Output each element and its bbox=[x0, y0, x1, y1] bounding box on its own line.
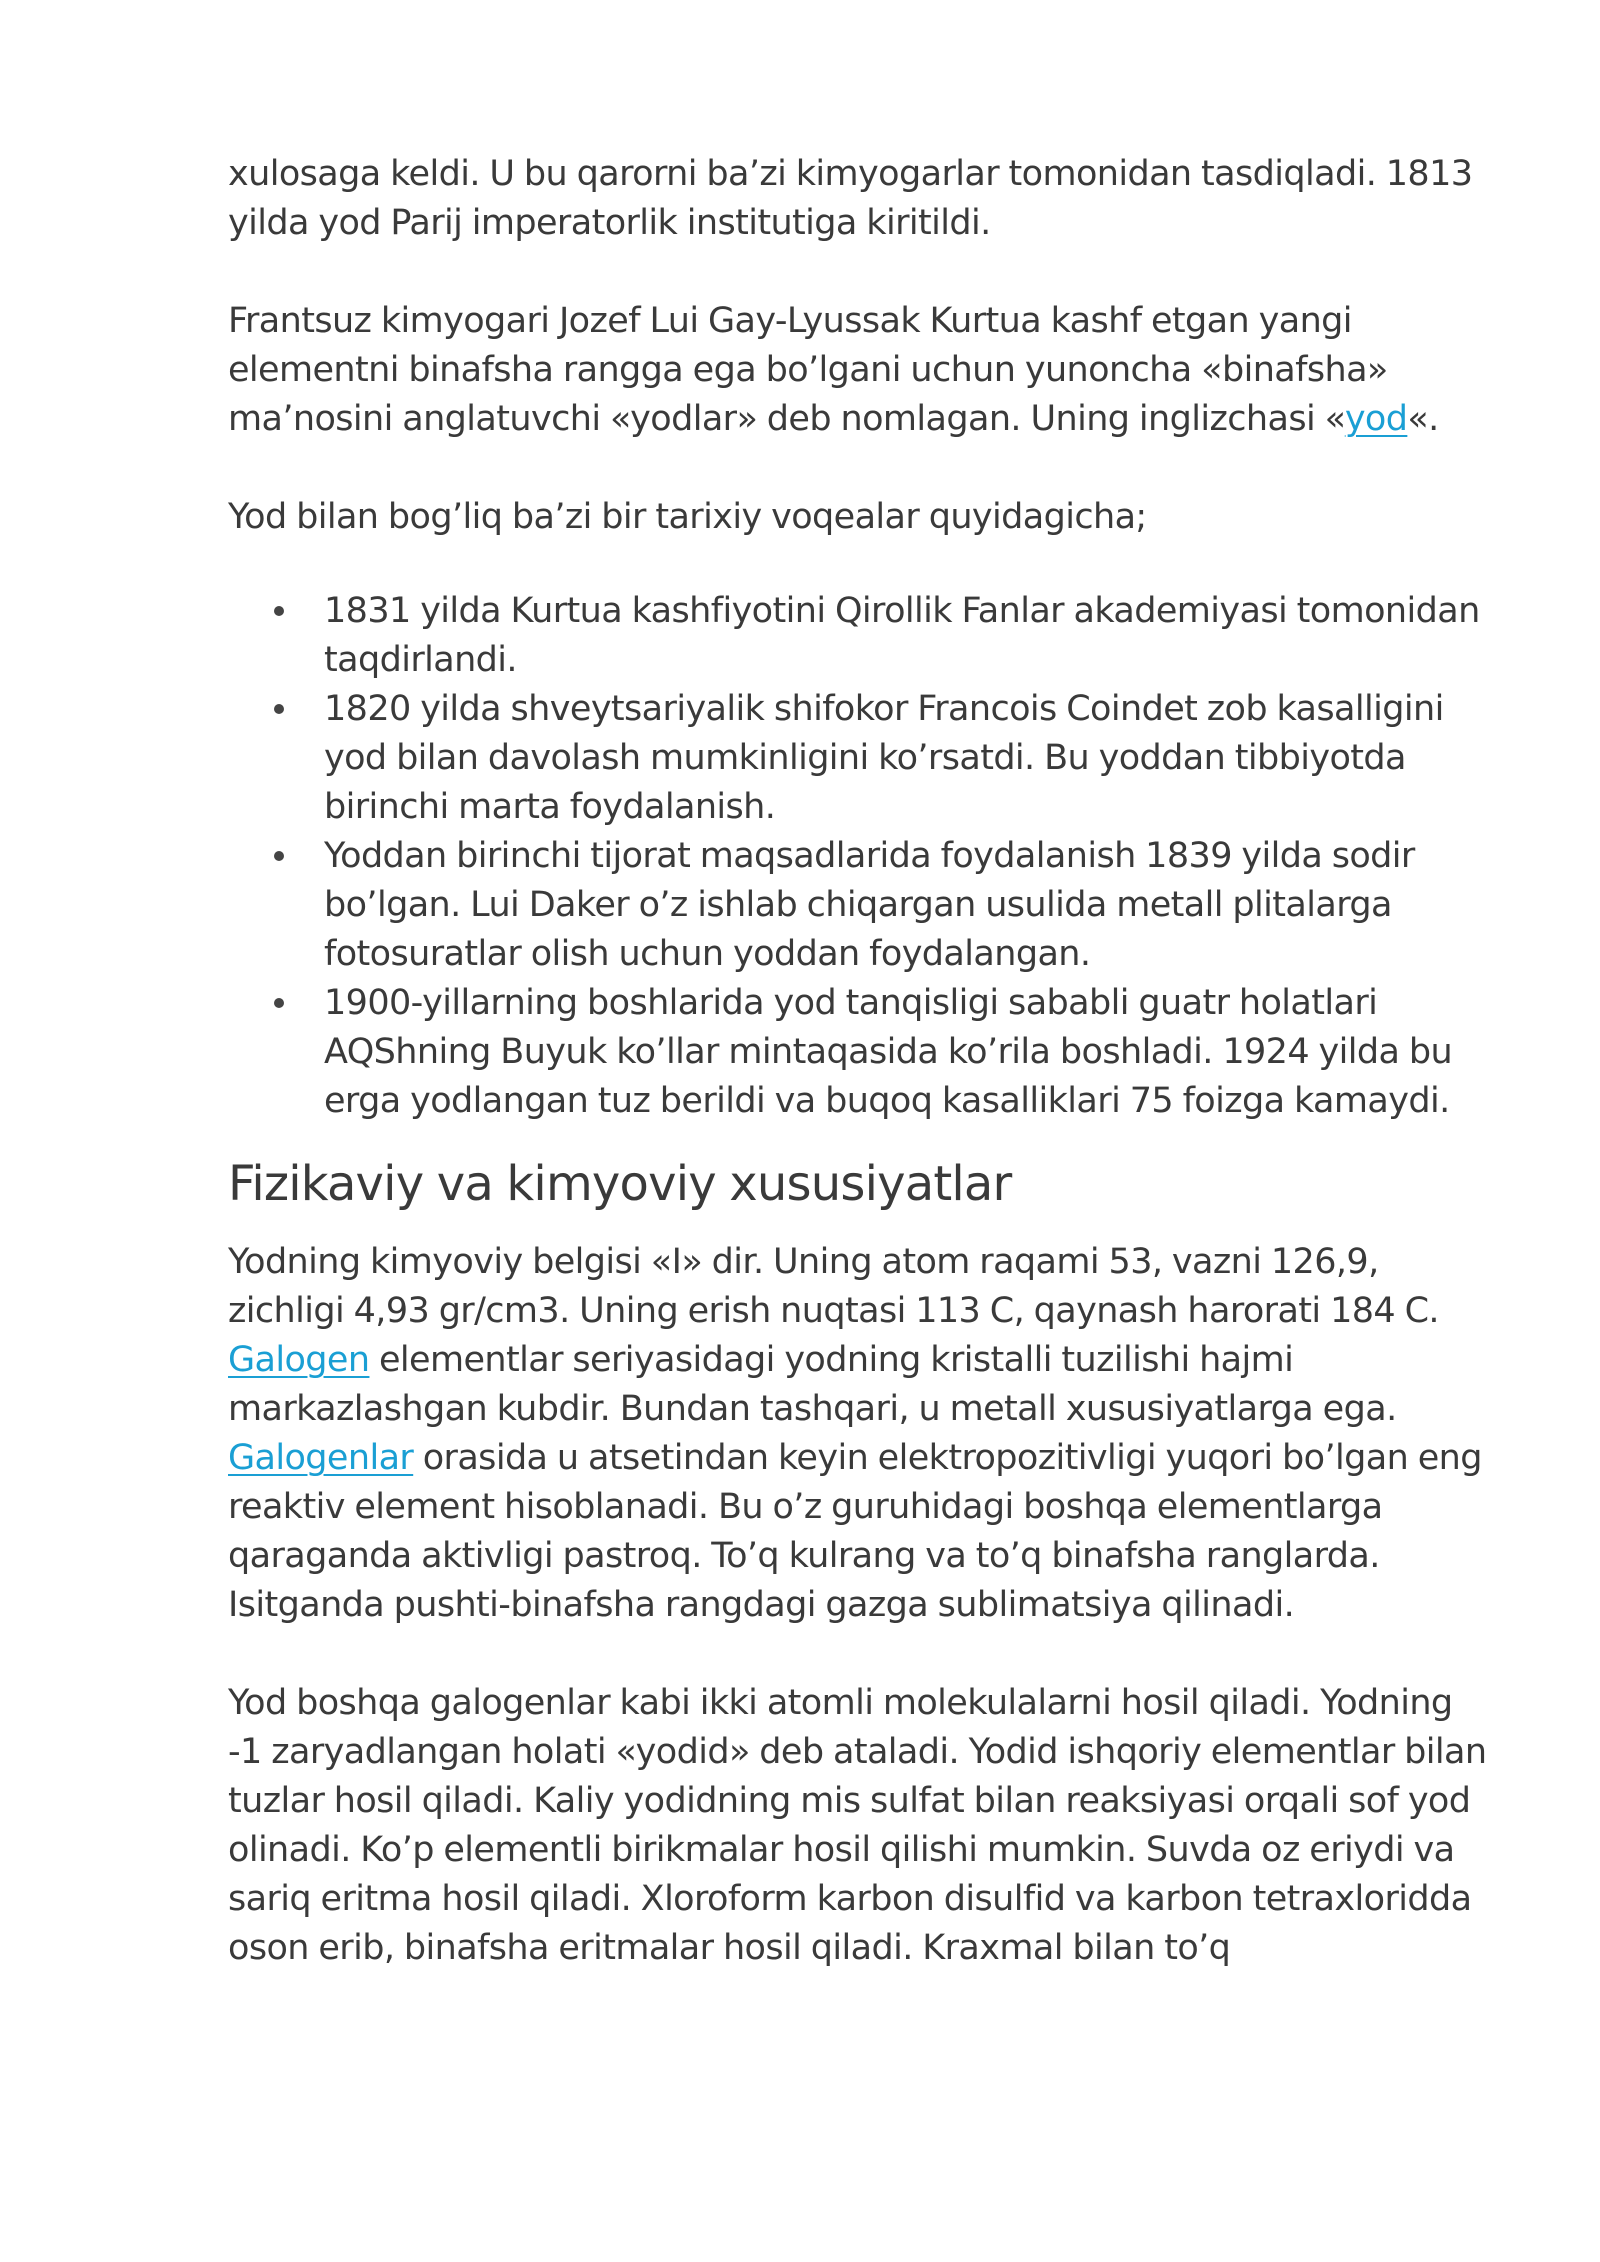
paragraph-intro-continuation: xulosaga keldi. U bu qarorni ba’zi kimyogarlar tomonidan tasdiqladi. 1813 yilda yod Parij imperatorlik institutiga kiritildi. bbox=[228, 154, 1473, 243]
article-body bbox=[228, 150, 1488, 2022]
paragraph-naming bbox=[228, 297, 1488, 444]
yod-link[interactable]: yod bbox=[1344, 399, 1408, 439]
paragraph-properties-text-1: Yodning kimyoviy belgisi «I» dir. Uning atom raqami 53, vazni 126,9, zichligi 4,93 gr/cm3. Uning erish nuqtasi 113 C, qaynash harorati 184 C. bbox=[228, 1242, 1439, 1331]
bullet-icon bbox=[274, 704, 284, 714]
list-item-text: 1820 yilda shveytsariyalik shifokor Francois Coindet zob kasalligini yod bilan davolash mumkinligini ko’rsatdi. Bu yoddan tibbiyotda birinchi marta foydalanish. bbox=[324, 689, 1444, 827]
list-item bbox=[324, 832, 1488, 979]
paragraph-naming-text: Frantsuz kimyogari Jozef Lui Gay-Lyussak Kurtua kashf etgan yangi elementni binafsha rangga ega bo’lgani uchun yunoncha «binafsha» ma’nosini anglatuvchi «yodlar» deb nomlagan. Uning inglizchasi « bbox=[228, 301, 1388, 439]
paragraph-properties bbox=[228, 1238, 1488, 1630]
paragraph-properties-text-2: elementlar seriyasidagi yodning kristalli tuzilishi hajmi markazlashgan kubdir. Bundan tashqari, u metall xususiyatlarga ega. bbox=[228, 1340, 1397, 1429]
list-item-text: 1900-yillarning boshlarida yod tanqisligi sababli guatr holatlari AQShning Buyuk ko’llar mintaqasida ko’rila boshladi. 1924 yilda bu erga yodlangan tuz berildi va buqoq kasalliklari 75 foizga kamaydi. bbox=[324, 983, 1453, 1121]
bullet-icon bbox=[274, 606, 284, 616]
list-item-text: Yoddan birinchi tijorat maqsadlarida foydalanish 1839 yilda sodir bo’lgan. Lui Daker o’z ishlab chiqargan usulida metall plitalarga fotosuratlar olish uchun yoddan foydalangan. bbox=[324, 836, 1415, 974]
paragraph-chemistry: Yod boshqa galogenlar kabi ikki atomli molekulalarni hosil qiladi. Yodning -1 zaryadlangan holati «yodid» deb ataladi. Yodid ishqoriy elementlar bilan tuzlar hosil qiladi. Kaliy yodidning mis sulfat bilan reaksiyasi orqali sof yod olinadi. Ko’p elementli birikmalar hosil qilishi mumkin. Suvda oz eriydi va sariq eritma hosil qiladi. Xloroform karbon disulfid va karbon tetraxloridda oson erib, binafsha eritmalar hosil qiladi. Kraxmal bilan to’q bbox=[228, 1683, 1487, 1968]
galogenlar-link[interactable]: Galogenlar bbox=[228, 1438, 414, 1478]
list-item-text: 1831 yilda Kurtua kashfiyotini Qirollik Fanlar akademiyasi tomonidan taqdirlandi. bbox=[324, 591, 1480, 680]
paragraph-properties-text-3: orasida u atsetindan keyin elektropozitivligi yuqori bo’lgan eng reaktiv element hisoblanadi. Bu o’z guruhidagi boshqa elementlarga qaraganda aktivligi pastroq. To’q kulrang va to’q binafsha ranglarda. Isitganda pushti-binafsha rangdagi gazga sublimatsiya qilinadi. bbox=[228, 1438, 1482, 1625]
paragraph-naming-tail: «. bbox=[1407, 399, 1439, 439]
section-heading: Fizikaviy va kimyoviy xususiyatlar bbox=[228, 1156, 1012, 1212]
list-item bbox=[324, 979, 1488, 1126]
bullet-icon bbox=[274, 851, 284, 861]
history-list bbox=[228, 587, 1488, 1126]
list-item bbox=[324, 587, 1488, 685]
bullet-icon bbox=[274, 998, 284, 1008]
paragraph-history-intro: Yod bilan bog’liq ba’zi bir tarixiy voqealar quyidagicha; bbox=[228, 497, 1147, 537]
galogen-link[interactable]: Galogen bbox=[228, 1340, 370, 1380]
list-item bbox=[324, 685, 1488, 832]
